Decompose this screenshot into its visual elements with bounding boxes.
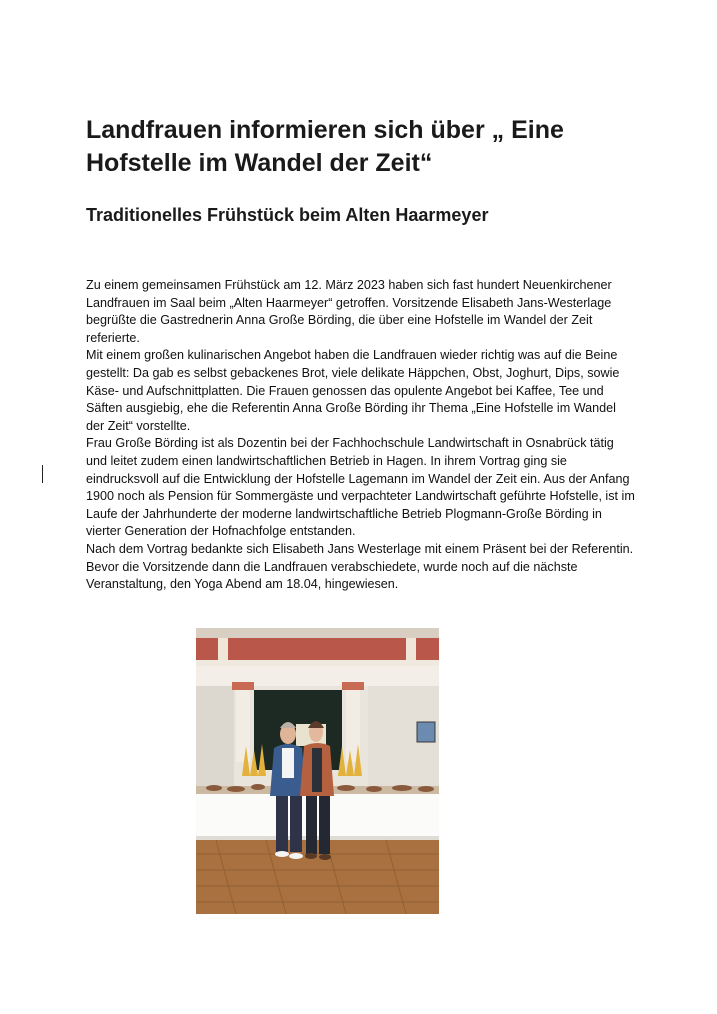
text-cursor xyxy=(42,465,43,483)
event-photo xyxy=(196,628,439,914)
article-body xyxy=(86,277,636,594)
paragraph: Frau Große Börding ist als Dozentin bei der Fachhochschule Landwirtschaft in Osnabrück tätig und leitet zudem einen landwirtschaftlichen Betrieb in Hagen. In ihrem Vortrag ging sie eindrucksvoll auf die Entwicklung der Hofstelle Lagemann im Wandel der Zeit ein. Aus der Anfang 1900 noch als Pension für Sommergäste und verpachteter Landwirtschaft geführte Hofstelle, ist im Laufe der Jahrhunderte der moderne landwirtschaftliche Betrieb Plogmann-Große Börding in vierter Generation der Hofnachfolge entstanden. xyxy=(86,436,635,539)
paragraph: Nach dem Vortrag bedankte sich Elisabeth Jans Westerlage mit einem Präsent bei der Referentin. Bevor die Vorsitzende dann die Landfrauen verabschiedete, wurde noch auf die nächste Veranstaltung, den Yoga Abend am 18.04, hingewiesen. xyxy=(86,541,634,592)
article-title: Landfrauen informieren sich über „ Eine Hofstelle im Wandel der Zeit“ xyxy=(86,116,564,177)
article-subtitle: Traditionelles Frühstück beim Alten Haarmeyer xyxy=(86,205,489,225)
paragraph: Zu einem gemeinsamen Frühstück am 12. März 2023 haben sich fast hundert Neuenkirchener Landfrauen im Saal beim „Alten Haarmeyer“ getroffen. Vorsitzende Elisabeth Jans-Westerlage begrüßte die Gastrednerin Anna Große Börding, die über eine Hofstelle im Wandel der Zeit referierte. xyxy=(86,278,612,345)
paragraph: Mit einem großen kulinarischen Angebot haben die Landfrauen wieder richtig was auf die Beine gestellt: Da gab es selbst gebackenes Brot, viele delikate Häppchen, Obst, Joghurt, Dips, sowie Käse- und Aufschnittplatten. Die Frauen genossen das opulente Angebot bei Kaffee, Tee und Säften ausgiebig, ehe die Referentin Anna Große Börding ihr Thema „Eine Hofstelle im Wandel der Zeit“ vorstellte. xyxy=(86,348,620,433)
